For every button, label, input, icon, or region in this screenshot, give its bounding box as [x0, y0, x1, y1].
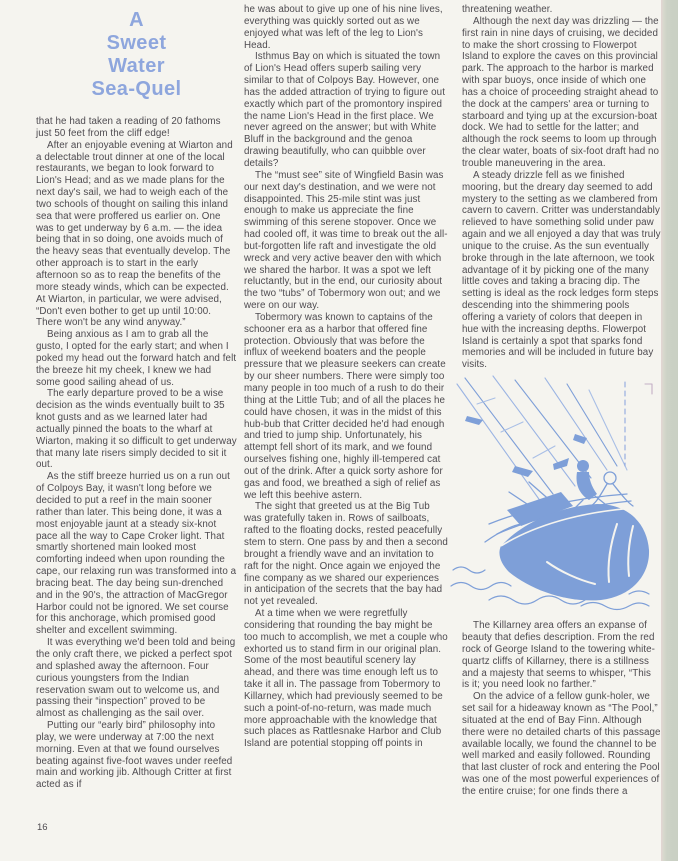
- body-paragraph: Being anxious as I am to grab all the gusto, I opted for the early start; and when I poked my head out the forward hatch and felt the breeze hit my cheek, I knew we had some good sailing ahead of us.: [36, 329, 237, 388]
- body-paragraph: threatening weather.: [462, 4, 553, 15]
- title-line-4: Sea-Quel: [91, 78, 182, 100]
- body-paragraph: The “must see” site of Wingfield Basin was our next day's destination, and we were not disappointed. This 25-mile stint was just enough to make us appreciate the fine swimming of this serene stopover. Once we had cooled off, it was time to break out the all-but-forgotten life raft and investigate the old wreck and very active beaver den with which we shared the harbor. It was a spot we left reluctantly, but in the end, our curiosity about the two “tubs” of Tobermory won out; and we were on our way.: [244, 169, 448, 312]
- article-title: [36, 0, 237, 101]
- body-paragraph: he was about to give up one of his nine lives, everything was quickly sorted out as we enjoyed what was left of the leg to Lion's Head.: [244, 4, 443, 51]
- body-paragraph: Tobermory was known to captains of the schooner era as a harbor that offered fine protection. Obviously that was before the influx of weekend boaters and the people pressure that we pleasure seekers can create by our sheer numbers. There were simply too many people in too much of a rush to do their thing at the Little Tub; and of all the places he could have chosen, it was in the midst of this hub-bub that Critter decided he'd had enough and tried to jump ship. Unfortunately, his attempt fell short of its mark, and we found ourselves fishing one, highly ill-tempered cat out of the drink. After a quick sorty ashore for gas and food, we breathed a sigh of relief as we left this beehive astern.: [244, 311, 446, 501]
- body-paragraph: Isthmus Bay on which is situated the town of Lion's Head offers superb sailing very similar to that of Colpoys Bay. However, one has the added attraction of trying to figure out exactly which part of the promontory inspired the name Lion's Head in the first place. We never agreed on the answer; but with White Bluff in the background and the genoa drawing beautifully, who can quibble over details?: [244, 51, 445, 169]
- column-3-bottom-text: [462, 620, 661, 798]
- scan-page-edge: [661, 0, 678, 861]
- title-line-1: A: [129, 9, 144, 31]
- body-paragraph: The sight that greeted us at the Big Tub was gratefully taken in. Rows of sailboats, rafted to the floating docks, rested peacefully stem to stern. One pass by and then a second brought a friendly wave and an invitation to raft for the night. Once again we enjoyed the fine company as we shared our experiences in anticipation of the secrets that the bay had not yet revealed.: [244, 501, 448, 608]
- column-1: [36, 0, 237, 791]
- body-paragraph: A steady drizzle fell as we finished mooring, but the dreary day seemed to add mystery to the setting as we clambered from cavern to cavern. Critter was understandably relieved to have something solid under paw again and we all enjoyed a day that was truly unique to the cruise. As the sun eventually broke through in the late afternoon, we took advantage of it by picking one of the many little coves and taking a bracing dip. The setting is ideal as the rock ledges form steps descending into the shimmering pools offering a variety of colors that deepen in hue with the increasing depths. Flowerpot Island is certainly a spot that sparks fond memories and will be included in future bay visits.: [462, 169, 661, 371]
- body-paragraph: Putting our “early bird” philosophy into play, we were underway at 7:00 the next morning. Even at that we found ourselves beating against five-foot waves under reefed main and working jib. Although Critter at first acted as if: [36, 720, 233, 791]
- column-1-text: [36, 116, 237, 791]
- title-line-2: Sweet: [106, 32, 167, 54]
- column-3: [462, 4, 661, 798]
- body-paragraph: On the advice of a fellow gunk-holer, we set sail for a hideaway known as “The Pool,” situated at the end of Bay Finn. Although there were no detailed charts of this passage available locally, we found the channel to be well marked and easily followed. Rounding that last cluster of rock and entering the Pool was one of the most powerful experiences of the entire cruise; for one finds there a: [462, 691, 661, 797]
- body-paragraph: It was everything we'd been told and being the only craft there, we picked a perfect spot and splashed away the afternoon. Four curious youngsters from the Indian reservation swam out to welcome us, and passing their “inspection” proved to be almost as challenging as the sail over.: [36, 637, 236, 720]
- body-paragraph: that he had taken a reading of 20 fathoms just 50 feet from the cliff edge!: [36, 116, 221, 139]
- body-paragraph: As the stiff breeze hurried us on a run out of Colpoys Bay, it wasn't long before we decided to put a reef in the main sooner rather than later. This being done, it was a most enjoyable jaunt at a steady six-knot pace all the way to Cape Croker light. That smartly shortened main looked most comforting indeed when upon rounding the cape, our relaxing run was transformed into a bracing beat. The day being sun-drenched and in the 90's, the attraction of MacGregor Harbor could not be ignored. We set course for this anchorage, which promised good shelter and excellent swimming.: [36, 471, 237, 637]
- body-paragraph: Although the next day was drizzling — the first rain in nine days of cruising, we decided to make the short crossing to Flowerpot Island to explore the caves on this provincial park. The approach to the harbor is marked with spar buoys, once inside of which one has a choice of proceeding straight ahead to the dock at the campers' area or turning to starboard and tying up at the excursion-boat dock. We had to settle for the latter; and although the rock seems to loom up through the clear water, boats of six-foot draft had no trouble maneuvering in the area.: [462, 15, 660, 169]
- sailboat-illustration: [449, 374, 661, 612]
- column-2-text: [244, 4, 448, 750]
- title-line-3: Water: [108, 55, 165, 77]
- body-paragraph: The early departure proved to be a wise decision as the winds eventually built to 35 knot gusts and as we learned later had actually pinned the boats to the wharf at Wiarton, making it so difficult to get underway that many late risers simply decided to sit it out.: [36, 388, 237, 471]
- column-3-top-text: [462, 4, 661, 371]
- body-paragraph: The Killarney area offers an expanse of beauty that defies description. From the red rock of George Island to the towering white-quartz cliffs of Killarney, there is a stillness and a majesty that seems to whisper, “This is it; you need look no farther.”: [462, 620, 656, 691]
- body-paragraph: After an enjoyable evening at Wiarton and a delectable trout dinner at one of the local restaurants, we began to look forward to Lion's Head; and as we made plans for the next day's sail, we had to weigh each of the two schools of thought on sailing this inland sea that were proffered us earlier on. One was to get underway by 6 a.m. — the idea being that in so doing, one avoids much of the heavy seas that eventually develop. The other approach is to start in the early afternoon so as to reap the benefits of the more steady winds, which can be expected. At Wiarton, in particular, we were advised, “Don't even bother to get up until 10:00. There won't be any wind anyway.”: [36, 139, 233, 329]
- body-paragraph: At a time when we were regretfully considering that rounding the bay might be too much to accomplish, we met a couple who exhorted us to stand firm in our original plan. Some of the most beautiful scenery lay ahead, and there was time enough left us to take it all in. The passage from Tobermory to Killarney, which had previously seemed to be such a point-of-no-return, was made much more approachable with the knowledge that such places as Rattlesnake Harbor and Club Island are potential stopping off points in: [244, 608, 448, 750]
- page-number: 16: [37, 822, 48, 833]
